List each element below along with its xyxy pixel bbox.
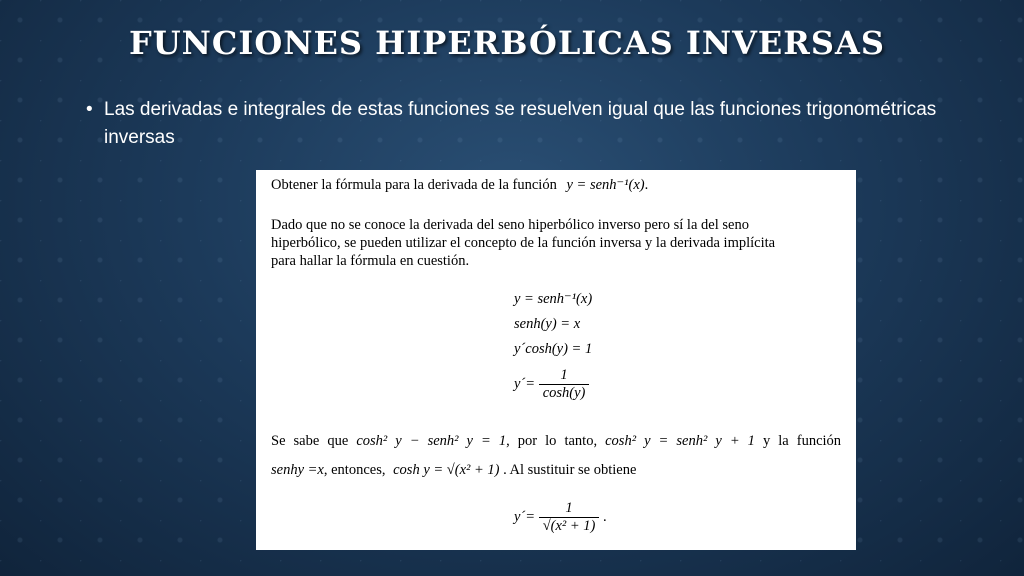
equation-5-lhs: y´= — [514, 508, 536, 525]
equation-5-end: . — [603, 508, 607, 525]
line-5-text-a: Se sabe que — [271, 433, 349, 449]
equation-4-fraction — [539, 367, 590, 402]
line-6-text-a: , entonces, — [323, 462, 386, 478]
line-5-math-2: cosh² y = senh² y + 1 — [605, 433, 755, 449]
equation-2: senh(y) = x — [514, 316, 581, 332]
line-5-text-b: , por lo tanto, — [506, 433, 598, 449]
document-image — [256, 170, 856, 550]
slide-title: FUNCIONES HIPERBÓLICAS INVERSAS — [129, 24, 885, 62]
line-5 — [271, 432, 841, 450]
bullet-point — [86, 96, 946, 152]
line-5-math-1: cosh² y − senh² y = 1 — [356, 433, 507, 449]
equation-1: y = senh⁻¹(x) — [514, 291, 593, 307]
intro-text: Obtener la fórmula para la derivada de la función — [271, 177, 557, 193]
paragraph-2-line-2: hiperbólico, se pueden utilizar el concepto de la función inversa y la derivada implícita — [271, 235, 776, 251]
equation-4-numerator: 1 — [560, 367, 568, 383]
line-6-math-1: senhy =x — [271, 462, 324, 478]
equation-4-lhs: y´= — [514, 375, 536, 392]
paragraph-2 — [271, 216, 775, 270]
intro-line — [271, 176, 648, 194]
paragraph-2-line-3: para hallar la fórmula en cuestión. — [271, 253, 470, 269]
intro-end: . — [644, 177, 649, 193]
equation-3: y´cosh(y) = 1 — [514, 341, 593, 357]
equation-4-denominator: cosh(y) — [539, 384, 590, 402]
line-6 — [271, 461, 636, 479]
line-6-text-b: . Al sustituir se obtiene — [503, 462, 637, 478]
equation-5-denominator: √(x² + 1) — [539, 517, 600, 535]
intro-math: y = senh⁻¹(x) — [566, 177, 645, 193]
line-5-text-c: y la función — [762, 433, 842, 449]
paragraph-2-line-1: Dado que no se conoce la derivada del seno hiperbólico inverso pero sí la del seno — [271, 217, 749, 233]
equation-5-fraction — [539, 500, 600, 535]
bullet-text: Las derivadas e integrales de estas funciones se resuelven igual que las funciones trigonométricas inversas — [104, 99, 937, 148]
bullet-marker: • — [86, 99, 93, 120]
equation-5 — [514, 500, 607, 535]
equation-5-numerator: 1 — [565, 500, 573, 516]
equation-4 — [514, 367, 589, 402]
line-6-math-2: cosh y = √(x² + 1) — [393, 462, 500, 478]
